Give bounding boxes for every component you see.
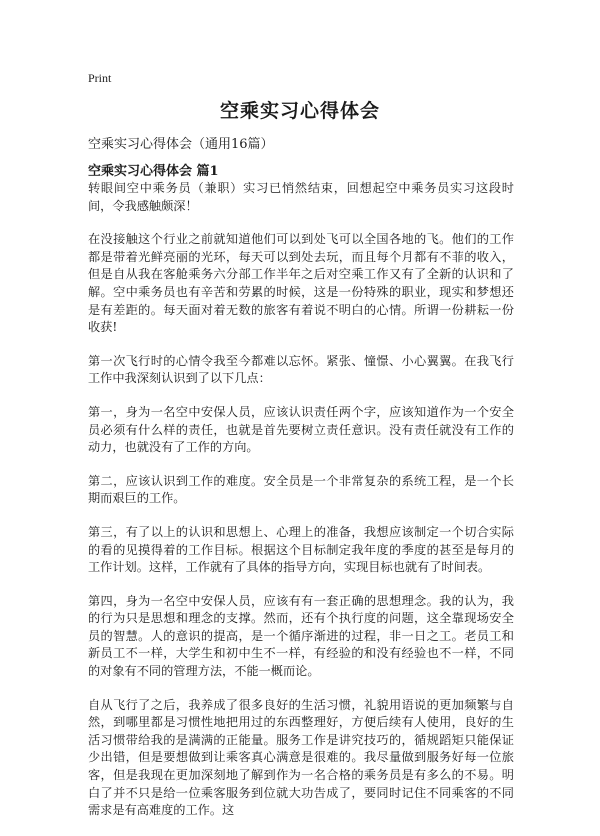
paragraph-6: 第三，有了以上的认识和思想上、心理上的准备，我想应该制定一个切合实际的看的见摸得着的工作目标。根据这个目标制定我年度的季度的甚至是每月的工作计划。这样，工作就有了具体的指导方向，实现目标也就有了时间表。 [88, 524, 514, 575]
paragraph-3: 第一次飞行时的心情令我至今都难以忘怀。紧张、憧憬、小心翼翼。在我飞行工作中我深刻认识到了以下几点： [88, 353, 514, 386]
paragraph-5: 第二，应该认识到工作的难度。安全员是一个非常复杂的系统工程，是一个长期而艰巨的工作。 [88, 473, 514, 506]
document-body [88, 180, 514, 836]
print-link[interactable]: Print [88, 71, 112, 85]
paragraph-4: 第一，身为一名空中安保人员，应该认识责任两个字，应该知道作为一个安全员必须有什么样的责任，也就是首先要树立责任意识。没有责任就没有工作的动力，也就没有了工作的方向。 [88, 404, 514, 455]
paragraph-2: 在没接触这个行业之前就知道他们可以到处飞可以全国各地的飞。他们的工作都是带着光鲜亮丽的光环，每天可以到处去玩，而且每个月都有不菲的收入，但是自从我在客舱乘务六分部工作半年之后对空乘工作又有了全新的认识和了解。空中乘务员也有辛苦和劳累的时候，这是一份特殊的职业，现实和梦想还是有差距的。每天面对着无数的旅客有着说不明白的心情。所谓一份耕耘一份收获! [88, 232, 514, 335]
paragraph-7: 第四，身为一名空中安保人员，应该有有一套正确的思想理念。我的认为，我的行为只是思想和理念的支撑。然而，还有个执行度的问题，这全靠现场安全员的智慧。人的意识的提高，是一个循序渐进的过程，非一日之工。老员工和新员工不一样，大学生和初中生不一样，有经验的和没有经验也不一样，不同的对象有不同的管理方法，不能一概而论。 [88, 593, 514, 679]
paragraph-8: 自从飞行了之后，我养成了很多良好的生活习惯，礼貌用语说的更加频繁与自然，到哪里都是习惯性地把用过的东西整理好，方便后续有人使用，良好的生活习惯带给我的是满满的正能量。服务工作是讲究技巧的，循规蹈矩只能保证少出错，但是要想做到让乘客真心满意是很难的。我尽量做到服务好每一位旅客，但是我现在更加深刻地了解到作为一名合格的乘务员是有多么的不易。明白了并不只是给一位乘客服务到位就大功告成了，要同时记住不同乘客的不同需求是有高难度的工作。这 [88, 697, 514, 818]
page-title: 空乘实习心得体会 [219, 100, 380, 122]
document-subtitle: 空乘实习心得体会（通用16篇） [88, 137, 274, 152]
section-heading: 空乘实习心得体会 篇1 [88, 164, 219, 179]
paragraph-1: 转眼间空中乘务员（兼职）实习已悄然结束，回想起空中乘务员实习这段时间，令我感触颇深！ [88, 181, 514, 213]
